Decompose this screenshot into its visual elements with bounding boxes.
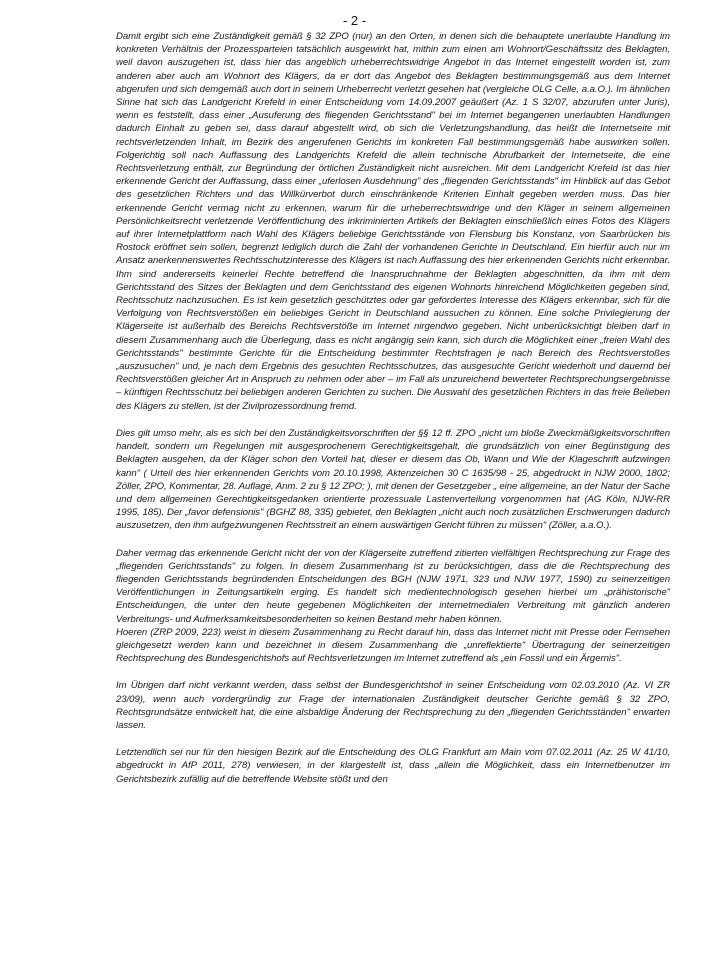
paragraph-hoeren: Hoeren (ZRP 2009, 223) weist in diesem Zusammenhang zu Recht darauf hin, dass das Internet nicht mit Presse oder Fernsehen gleichgesetzt werden kann und bezeichnet in diesem Zusammenhang die „unreflektierte" Übertragung der seinerzeitigen Rechtsprechung des Bundesgerichtshofs auf Rechtsverletzungen im Internet zutreffend als „ein Fossil und ein Ärgernis". — [116, 626, 670, 665]
paragraph-gap — [116, 533, 670, 547]
paragraph-gap — [116, 665, 670, 679]
paragraph-jurisdiction: Damit ergibt sich eine Zuständigkeit gemäß § 32 ZPO (nur) an den Orten, in denen sich die behauptete unerlaubte Handlung im konkreten Verhältnis der Prozessparteien tatsächlich ausgewirkt hat, mithin zum einen am Wohnort/Geschäftssitz des Beklagten, weil davon auszugehen ist, dass hier das angeblich urheberrechtswidrige Angebot in das Internet eingestellt worden ist, zum anderen aber auch am Wohnort des Klägers, da er dort das Angebot des Beklagten bestimmungsgemäß aus dem Internet abgerufen und sich demgemäß auch dort in seinem Urheberrecht verletzt gesehen hat (vergleiche OLG Celle, a.a.O.). Im ähnlichen Sinne hat sich das Landgericht Krefeld in einer Entscheidung vom 14.09.2007 geäußert (Az. 1 S 32/07, abzurufen unter Juris), wenn es feststellt, dass einer „Ausuferung des fliegenden Gerichtsstand" bei im Internet begangenen unerlaubten Handlungen dadurch Einhalt zu geben sei, dass darauf abgestellt wird, ob sich die Verletzungshandlung, das heißt die Internetseite mit rechtsverletzenden Inhalt, im Bezirk des angerufenen Gerichts im konkreten Fall bestimmungsgemäß habe auswirken sollen. Folgerichtig soll nach Auffassung des Landgerichts Krefeld die allein technische Abrufbarkeit der Internetseite, die eine Rechtsverletzung enthält, zur Begründung der örtlichen Zuständigkeit nicht ausreichen. Mit dem Landgericht Krefeld ist das hier erkennende Gericht der Auffassung, dass einer „uferlosen Ausdehnung" des „fliegenden Gerichtsstands" im Hinblick auf das Gebot des gesetzlichen Richters und das Willkürverbot durch einschränkende Kriterien Einhalt gegeben werden muss. Das hier erkennende Gericht vermag nicht zu erkennen, warum für die urheberrechtswidrige und den Kläger in seinem allgemeinen Persönlichkeitsrecht verletzende Veröffentlichung des inkriminierten Artikels der Beklagten einschließlich eines Fotos des Klägers auf ihrer Internetplattform nach Wahl des Klägers beliebige Gerichtsstände von Flensburg bis Konstanz, von Saarbrücken bis Rostock eröffnet sein sollen, begrenzt lediglich durch die Zahl der vorhandenen Gerichte in Deutschland. Ein hierfür auch nur im Ansatz anerkennenswertes Rechtsschutzinteresse des Klägers ist nach Auffassung des hier erkennenden Gerichts nicht erkennbar. Ihm sind andererseits keinerlei Rechte betreffend die Inanspruchnahme der Beklagten abgeschnitten, da ihm mit dem Gerichtsstand des Sitzes der Beklagten und dem Gerichtsstand des eigenen Wohnorts hinreichend Möglichkeiten gegeben sind, Rechtsschutz nachzusuchen. Es ist kein gesetzlich geschütztes oder gar gefordertes Interesse des Klägers erkennbar, sich für die Verfolgung von Rechtsverstößen ein beliebiges Gericht in Deutschland aussuchen zu können. Eine solche Privilegierung der Klägerseite ist außerhalb des Bereichs Rechtsverstöße im Internet nirgendwo gegeben. Nicht unberücksichtigt bleiben darf in diesem Zusammenhang auch die Überlegung, dass es nicht angängig sein kann, sich durch die Möglichkeit einer „freien Wahl des Gerichtsstands" bestimmte Gerichte für die Entscheidung bestimmter Rechtsfragen je nach Bereich des Rechtsverstoßes „auszusuchen" und, je nach dem Ergebnis des gesuchten Rechtsschutzes, das ausgesuchte Gericht wiederholt und dauernd bei Rechtsverstößen gleicher Art in Anspruch zu nehmen oder aber – im Fall als unzureichend bewerteter Rechtsprechungsergebnisse – künftigen Rechtsschutz bei beliebigen anderen Gerichten zu suchen. Die Auswahl des gesetzlichen Richters in das freie Belieben des Klägers zu stellen, ist der Zivilprozessordnung fremd. — [116, 31, 670, 412]
body-text — [116, 30, 670, 786]
page-number: - 2 - — [342, 13, 367, 28]
paragraph-bgh: Im Übrigen darf nicht verkannt werden, dass selbst der Bundesgerichtshof in seiner Entscheidung vom 02.03.2010 (Az. VI ZR 23/09), wenn auch vordergründig zur Frage der internationalen Zuständigkeit deutscher Gerichte gemäß § 32 ZPO, Rechtsgrundsätze entwickelt hat, die eine alsbaldige Änderung der Rechtsprechung zu den „fliegenden Gerichtsständen" erwarten lassen. — [116, 680, 670, 731]
paragraph-fliegender-gerichtsstand: Daher vermag das erkennende Gericht nicht der von der Klägerseite zutreffend zitierten vielfältigen Rechtsprechung zur Frage des „fliegenden Gerichtsstands" zu folgen. In diesem Zusammenhang ist zu berücksichtigen, dass die die Rechtsprechung des fliegenden Gerichtsstands begründenden Entscheidungen des BGH (NJW 1971, 323 und NJW 1977, 1590) zu seinerzeitigen Veröffentlichungen in Zeitungsartikeln erging. Es handelt sich medientechnologisch gesehen hierbei um „prähistorische" Entscheidungen, die unter den heute gegebenen Möglichkeiten der internetmedialen Verbreitung mit gänzlich anderen Verbreitungs- und Aufmerksamkeitsbesonderheiten so keinen Bestand mehr haben können. — [116, 547, 670, 625]
paragraph-olg-frankfurt: Letztendlich sei nur für den hiesigen Bezirk auf die Entscheidung des OLG Frankfurt am Main vom 07.02.2011 (Az. 25 W 41/10, abgedruckt in AfP 2011, 278) verwiesen, in der klargestellt ist, dass „allein die Möglichkeit, dass ein Internetbenutzer im Gerichtsbezirk zufällig auf die betreffende Website stößt und den — [116, 747, 670, 785]
paragraph-zpo-rules: Dies gilt umso mehr, als es sich bei den Zuständigkeitsvorschriften der §§ 12 ff. ZPO „nicht um bloße Zweckmäßigkeitsvorschriften handelt, sondern um Regelungen mit ausgesprochenem Gerechtigkeitsgehalt, die grundsätzlich von einer Begünstigung des Beklagten ausgehen, da der Kläger schon den Vorteil hat, dieser er diesem das Ob, Wann und Wie der Klageschrift aufzwingen kann" ( Urteil des hier erkennenden Gerichts vom 20.10.1998, Aktenzeichen 30 C 1635/98 - 25, abgedruckt in NJW 2000, 1802; Zöller, ZPO, Kommentar, 28. Auflage, Anm. 2 zu § 12 ZPO; ), mit denen der Gesetzgeber „ eine allgemeine, an der Natur der Sache und dem allgemeinen Gerechtigkeitsgedanken orientierte prozessuale Lastenverteilung vorgenommen hat (AG Köln, NJW-RR 1995, 185). Der „favor defensionis" (BGHZ 88, 335) gebietet, den Beklagten „nicht auch noch zusätzlichen Erschwerungen dadurch auszusetzen, den ihm aufgezwungenen Rechtsstreit an einem auswärtigen Gericht führen zu müssen" (Zöller, a.a.O.). — [116, 427, 670, 532]
paragraph-gap — [116, 732, 670, 746]
paragraph-gap — [116, 413, 670, 427]
